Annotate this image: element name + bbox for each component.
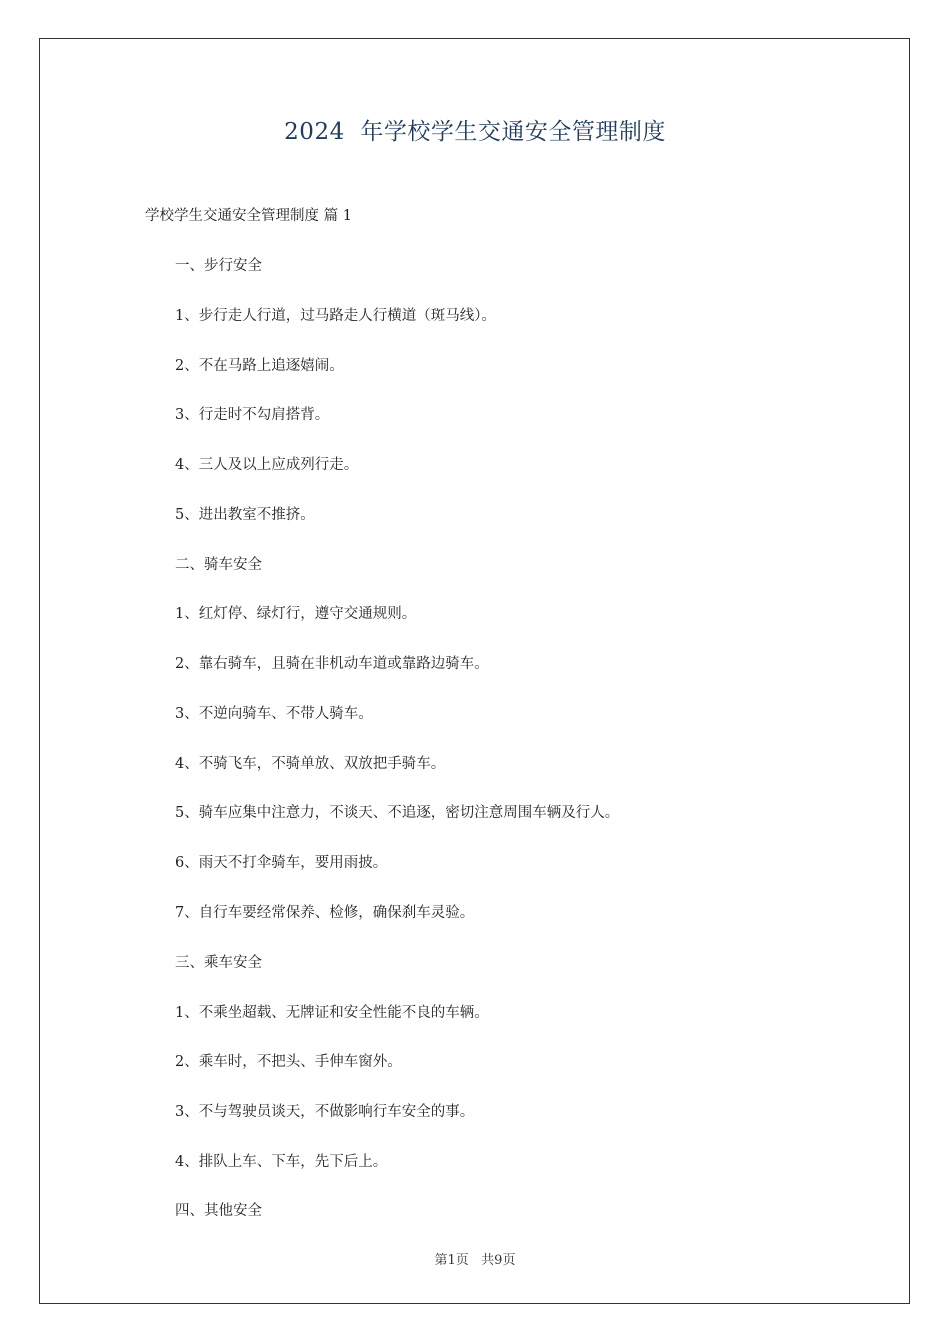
list-item: 4、三人及以上应成列行走。	[175, 457, 359, 473]
list-item: 2、靠右骑车，且骑在非机动车道或靠路边骑车。	[175, 656, 489, 672]
list-item: 2、不在马路上追逐嬉闹。	[175, 358, 344, 374]
section-heading: 一、步行安全	[175, 258, 262, 274]
section-heading: 四、其他安全	[175, 1203, 262, 1219]
list-item: 6、雨天不打伞骑车，要用雨披。	[175, 855, 388, 871]
list-item: 3、行走时不勾肩搭背。	[175, 407, 330, 423]
list-item: 5、骑车应集中注意力，不谈天、不追逐，密切注意周围车辆及行人。	[175, 805, 620, 821]
list-item: 3、不逆向骑车、不带人骑车。	[175, 706, 373, 722]
list-item: 1、红灯停、绿灯行，遵守交通规则。	[175, 606, 417, 622]
section-heading: 三、乘车安全	[175, 955, 262, 971]
list-item: 2、乘车时，不把头、手伸车窗外。	[175, 1054, 402, 1070]
list-item: 3、不与驾驶员谈天，不做影响行车安全的事。	[175, 1104, 475, 1120]
section-heading: 二、骑车安全	[175, 557, 262, 573]
list-item: 4、不骑飞车，不骑单放、双放把手骑车。	[175, 756, 446, 772]
list-item: 4、排队上车、下车，先下后上。	[175, 1154, 388, 1170]
list-item: 1、步行走人行道，过马路走人行横道（斑马线）。	[175, 308, 496, 324]
list-item: 5、进出教室不推挤。	[175, 507, 315, 523]
document-title: 2024 年学校学生交通安全管理制度	[284, 119, 666, 145]
document-subtitle: 学校学生交通安全管理制度 篇 1	[145, 208, 352, 224]
list-item: 1、不乘坐超载、无牌证和安全性能不良的车辆。	[175, 1005, 489, 1021]
list-item: 7、自行车要经常保养、检修，确保刹车灵验。	[175, 905, 475, 921]
page-footer: 第1页 共9页	[434, 1253, 516, 1268]
